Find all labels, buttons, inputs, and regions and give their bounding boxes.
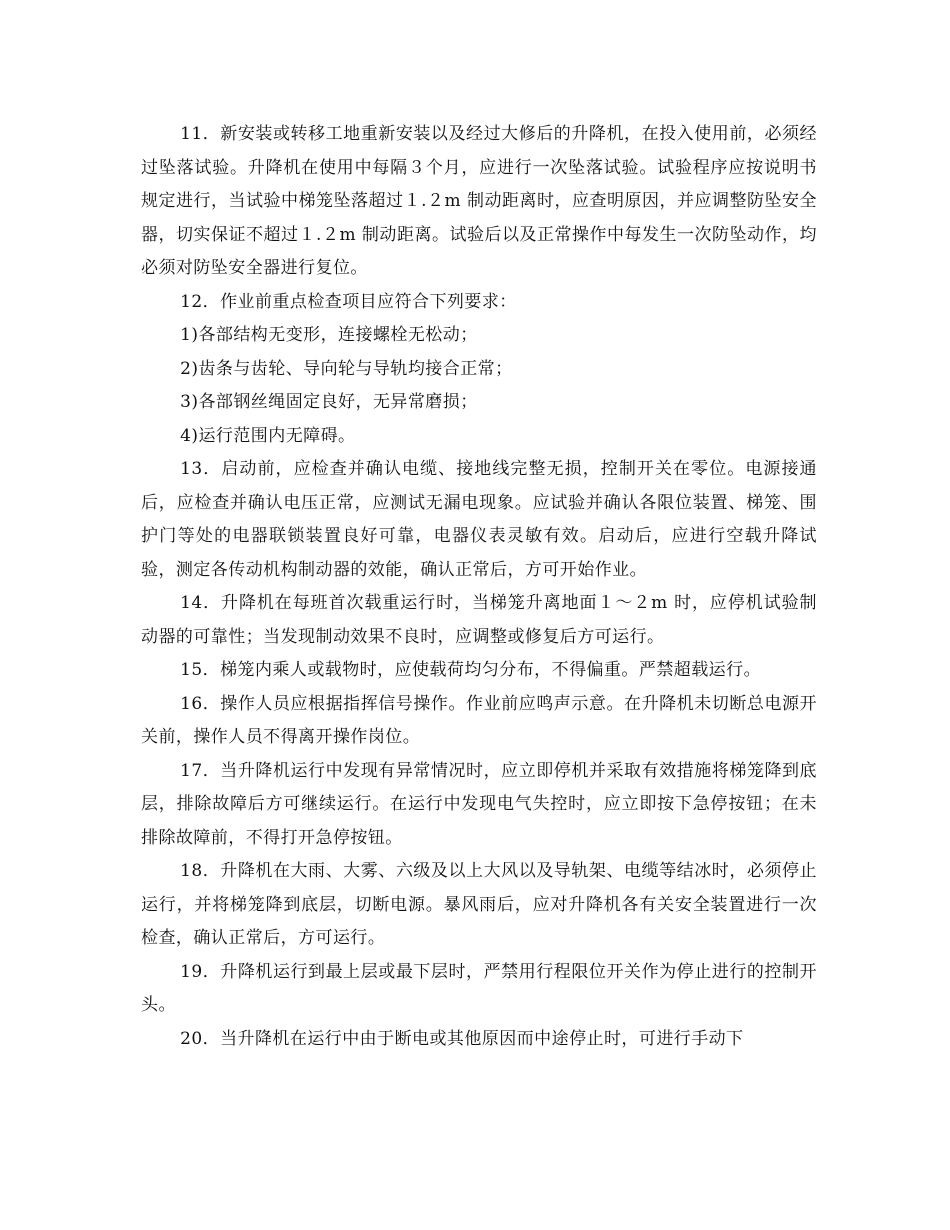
paragraph-item-19: 19．升降机运行到最上层或最下层时，严禁用行程限位开关作为停止进行的控制开头。 [141, 961, 817, 1015]
paragraph-item-11: 11．新安装或转移工地重新安装以及经过大修后的升降机，在投入使用前，必须经过坠落试验。升降机在使用中每隔３个月，应进行一次坠落试验。试验程序应按说明书规定进行，当试验中梯笼坠落超过１.２m 制动距离时，应查明原因，并应调整防坠安全器，切实保证不超过１.２m 制动距离。试验后以及正常操作中每发生一次防坠动作，均必须对防坠安全器进行复位。 [141, 124, 817, 278]
checklist-item-1: 1)各部结构无变形，连接螺栓无松动； [180, 325, 478, 345]
paragraph-item-16: 16．操作人员应根据指挥信号操作。作业前应鸣声示意。在升降机未切断总电源开关前，操作人员不得离开操作岗位。 [141, 693, 817, 747]
paragraph-item-20: 20．当升降机在运行中由于断电或其他原因而中途停止时，可进行手动下 [180, 1028, 744, 1049]
paragraph-item-18: 18．升降机在大雨、大雾、六级及以上大风以及导轨架、电缆等结冰时，必须停止运行，并将梯笼降到底层，切断电源。暴风雨后，应对升降机各有关安全装置进行一次检查，确认正常后，方可运行。 [141, 861, 817, 948]
checklist-item-4: 4)运行范围内无障碍。 [180, 425, 356, 446]
paragraph-item-12: 12．作业前重点检查项目应符合下列要求： [180, 291, 517, 312]
paragraph-item-13: 13．启动前，应检查并确认电缆、接地线完整无损，控制开关在零位。电源接通后，应检查并确认电压正常，应测试无漏电现象。应试验并确认各限位装置、梯笼、围护门等处的电器联锁装置良好可靠，电器仪表灵敏有效。启动后，应进行空载升降试验，测定各传动机构制动器的效能，确认正常后，方可开始作业。 [141, 459, 817, 580]
paragraph-item-14: 14．升降机在每班首次载重运行时，当梯笼升离地面１～２m 时，应停机试验制动器的可靠性；当发现制动效果不良时，应调整或修复后方可运行。 [141, 593, 817, 647]
checklist-item-2: 2)齿条与齿轮、导向轮与导轨均接合正常； [180, 358, 513, 379]
paragraph-item-17: 17．当升降机运行中发现有异常情况时，应立即停机并采取有效措施将梯笼降到底层，排除故障后方可继续运行。在运行中发现电气失控时，应立即按下急停按钮；在未排除故障前，不得打开急停按钮。 [141, 760, 817, 848]
document-page [141, 118, 817, 1056]
paragraph-item-15: 15．梯笼内乘人或载物时，应使载荷均匀分布，不得偏重。严禁超载运行。 [180, 660, 762, 680]
checklist-item-3: 3)各部钢丝绳固定良好，无异常磨损； [180, 392, 478, 412]
